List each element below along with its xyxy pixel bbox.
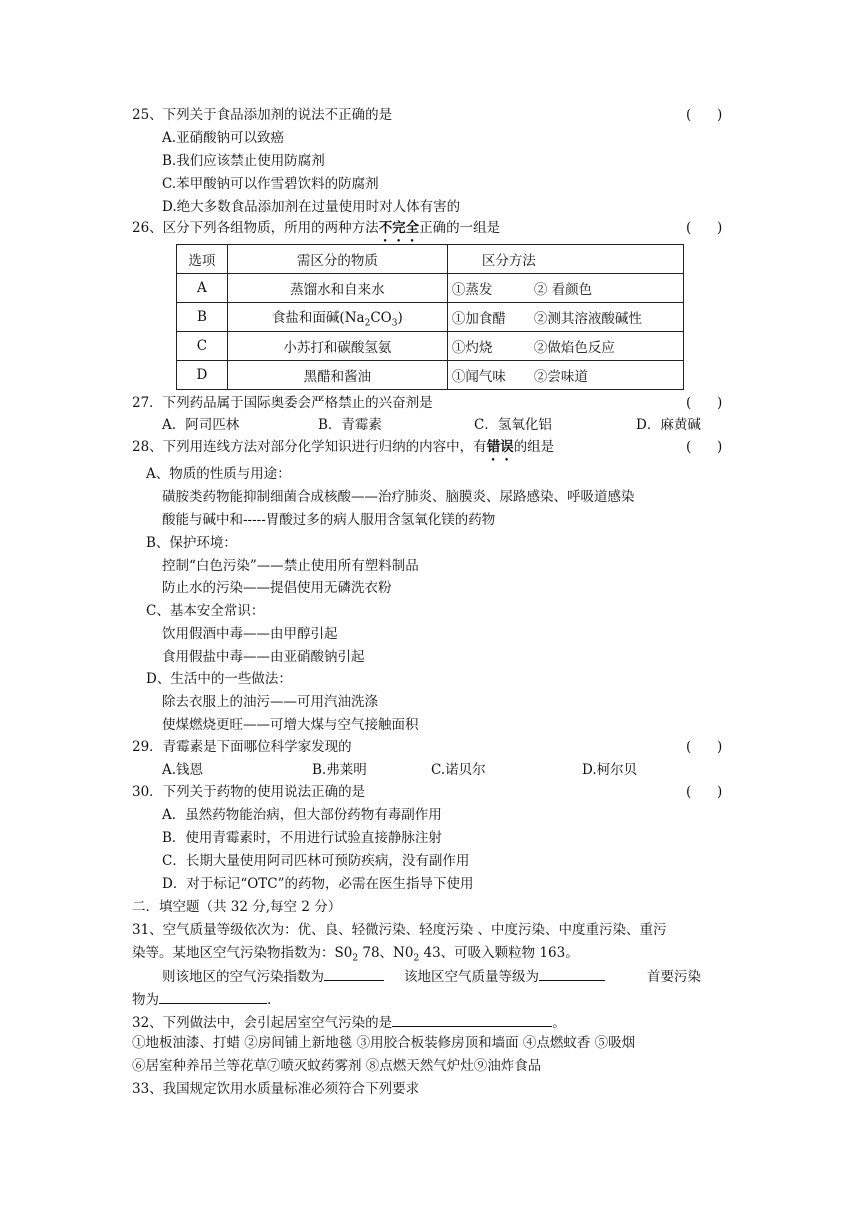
answer-blank[interactable] bbox=[159, 989, 267, 1004]
q32-items-line: ⑥居室种养吊兰等花草⑦喷灭蚊药雾剂 ⑧点燃天然气炉灶⑨油炸食品 bbox=[132, 1058, 542, 1074]
q30-stem: 30．下列关于药物的使用说法正确的是 bbox=[132, 784, 366, 800]
q32-stem: 32、下列做法中，会引起居室空气污染的是 bbox=[132, 1015, 393, 1031]
q28-stem bbox=[132, 438, 554, 464]
q28-group-b-title: B、保护环境： bbox=[146, 535, 237, 551]
formula-text: CO bbox=[370, 309, 392, 326]
q28-group-d-title: D、生活中的一些做法： bbox=[146, 671, 292, 687]
q29-option-a: A.钱恩 bbox=[162, 762, 204, 778]
q25-answer-paren: ( ) bbox=[686, 107, 723, 123]
table-row bbox=[177, 274, 684, 303]
q29-answer-paren: ( ) bbox=[686, 739, 723, 755]
q26-answer-paren: ( ) bbox=[686, 220, 723, 236]
q28-group-a-line: 磺胺类药物能抑制细菌合成核酸——治疗肺炎、脑膜炎、尿路感染、呼吸道感染 bbox=[162, 489, 635, 505]
method-one: ①灼烧 bbox=[451, 340, 493, 356]
q28-stem-after: 的组是 bbox=[513, 439, 555, 455]
table-header-substance: 需区分的物质 bbox=[227, 245, 447, 274]
table-cell-option: D bbox=[177, 361, 228, 390]
q25-option-a: A.亚硝酸钠可以致癌 bbox=[162, 130, 285, 146]
q25-option-b: B.我们应该禁止使用防腐剂 bbox=[162, 153, 325, 169]
q29-option-d: D.柯尔贝 bbox=[582, 762, 638, 778]
table-cell-method bbox=[447, 274, 683, 303]
q30-option-d: D．对于标记“OTC”的药物，必需在医生指导下使用 bbox=[162, 876, 474, 892]
table-cell-option: B bbox=[177, 303, 228, 332]
q29-stem: 29．青霉素是下面哪位科学家发现的 bbox=[132, 739, 352, 755]
table-row bbox=[177, 361, 684, 390]
q31-line bbox=[132, 944, 579, 968]
q28-group-d-line: 除去衣服上的油污——可用汽油洗涤 bbox=[162, 694, 378, 710]
q31-text: 染等。某地区空气污染物指数为：S0 bbox=[132, 945, 353, 961]
q30-option-a: A．虽然药物能治病，但大部份药物有毒副作用 bbox=[162, 807, 442, 823]
q27-option-b: B．青霉素 bbox=[318, 417, 382, 433]
q31-text: 首要污染 bbox=[647, 969, 701, 985]
q28-group-c-title: C、基本安全常识： bbox=[146, 603, 265, 619]
q27-option-c: C．氢氧化铝 bbox=[474, 417, 552, 433]
table-header-row bbox=[177, 245, 684, 274]
formula-close: ) bbox=[397, 309, 403, 326]
q31-text: 78、N0 bbox=[358, 945, 414, 961]
answer-blank[interactable] bbox=[539, 966, 605, 981]
q25-option-d: D.绝大多数食品添加剂在过量使用时对人体有害的 bbox=[162, 199, 461, 215]
q26-stem-before: 26、区分下列各组物质，所用的两种方法 bbox=[132, 220, 379, 236]
table-cell-substance bbox=[227, 303, 447, 332]
formula-subscript: 2 bbox=[413, 953, 420, 964]
q28-stem-emphasis: 错误 bbox=[486, 439, 514, 455]
q27-answer-paren: ( ) bbox=[686, 395, 723, 411]
q30-option-b: B．使用青霉素时，不用进行试验直接静脉注射 bbox=[162, 830, 442, 846]
q25-stem: 25、下列关于食品添加剂的说法不正确的是 bbox=[132, 107, 393, 123]
q28-group-b-line: 控制“白色污染”——禁止使用所有塑料制品 bbox=[162, 558, 419, 574]
formula-subscript: 2 bbox=[352, 953, 359, 964]
q26-table bbox=[176, 244, 684, 390]
method-two: ②做焰色反应 bbox=[533, 340, 615, 356]
section-heading: 二．填空题（共 32 分,每空 2 分） bbox=[132, 899, 342, 915]
answer-blank[interactable] bbox=[392, 1012, 552, 1027]
table-cell-option: A bbox=[177, 274, 228, 303]
method-one: ①加食醋 bbox=[451, 311, 506, 327]
q32-items-line: ①地板油漆、打蜡 ②房间铺上新地毯 ③用胶合板装修房顶和墙面 ④点燃蚊香 ⑤吸烟 bbox=[132, 1035, 636, 1051]
q31-text: 物为 bbox=[132, 992, 159, 1008]
q25-option-c: C.苯甲酸钠可以作雪碧饮料的防腐剂 bbox=[162, 176, 379, 192]
q28-group-d-line: 使煤燃烧更旺——可增大煤与空气接触面积 bbox=[162, 717, 419, 733]
q26-stem-after: 正确的一组是 bbox=[419, 220, 501, 236]
q31-line bbox=[162, 966, 701, 986]
q32-stem-line bbox=[132, 1012, 566, 1032]
q30-option-c: C．长期大量使用阿司匹林可预防疾病，没有副作用 bbox=[162, 853, 470, 869]
q28-group-b-line: 防止水的污染——提倡使用无磷洗衣粉 bbox=[162, 580, 392, 596]
q31-text: 该地区空气质量等级为 bbox=[404, 969, 539, 985]
formula-subscript: 2 bbox=[364, 318, 371, 329]
method-one: ①蒸发 bbox=[451, 282, 493, 298]
q29-option-c: C.诺贝尔 bbox=[431, 762, 486, 778]
answer-blank[interactable] bbox=[324, 966, 384, 981]
q27-option-d: D．麻黄碱 bbox=[636, 417, 701, 433]
q33-stem: 33、我国规定饮用水质量标准必须符合下列要求 bbox=[132, 1081, 420, 1097]
table-header-option: 选项 bbox=[177, 245, 228, 274]
q28-answer-paren: ( ) bbox=[686, 439, 723, 455]
q28-group-c-line: 饮用假酒中毒——由甲醇引起 bbox=[162, 626, 338, 642]
q28-stem-before: 28、下列用连线方法对部分化学知识进行归纳的内容中，有 bbox=[132, 439, 487, 455]
table-cell-option: C bbox=[177, 332, 228, 361]
table-cell-method bbox=[447, 361, 683, 390]
table-row bbox=[177, 303, 684, 332]
q28-group-a-title: A、物质的性质与用途： bbox=[146, 466, 291, 482]
method-two: ② 看颜色 bbox=[533, 282, 593, 298]
table-cell-method bbox=[447, 332, 683, 361]
q31-text: . bbox=[267, 992, 272, 1008]
table-cell-substance: 小苏打和碳酸氢氨 bbox=[227, 332, 447, 361]
substance-text: 食盐和面碱(Na bbox=[271, 309, 365, 326]
method-one: ①闻气味 bbox=[451, 369, 506, 385]
q31-text: 则该地区的空气污染指数为 bbox=[162, 969, 324, 985]
q30-answer-paren: ( ) bbox=[686, 784, 723, 800]
q27-stem: 27．下列药品属于国际奥委会严格禁止的兴奋剂是 bbox=[132, 395, 433, 411]
formula-subscript: 3 bbox=[391, 318, 398, 329]
q26-stem-emphasis: 不完全 bbox=[378, 220, 420, 236]
q31-line bbox=[132, 989, 271, 1009]
q27-option-a: A．阿司匹林 bbox=[162, 417, 240, 433]
q26-stem bbox=[132, 219, 500, 245]
method-two: ②尝味道 bbox=[533, 369, 588, 385]
table-header-method: 区分方法 bbox=[447, 245, 683, 274]
q32-text: 。 bbox=[552, 1015, 566, 1031]
q28-group-a-line: 酸能与碱中和-----胃酸过多的病人服用含氢氧化镁的药物 bbox=[162, 512, 496, 528]
q31-line: 31、空气质量等级依次为：优、良、轻微污染、轻度污染 、中度污染、中度重污染、重污 bbox=[132, 922, 667, 938]
q29-option-b: B.弗莱明 bbox=[312, 762, 367, 778]
table-cell-method bbox=[447, 303, 683, 332]
table-cell-substance: 蒸馏水和自来水 bbox=[227, 274, 447, 303]
q31-text: 43、可吸入颗粒物 163。 bbox=[419, 945, 579, 961]
method-two: ②测其溶液酸碱性 bbox=[533, 311, 642, 327]
table-cell-substance: 黑醋和酱油 bbox=[227, 361, 447, 390]
q28-group-c-line: 食用假盐中毒——由亚硝酸钠引起 bbox=[162, 649, 365, 665]
table-row bbox=[177, 332, 684, 361]
